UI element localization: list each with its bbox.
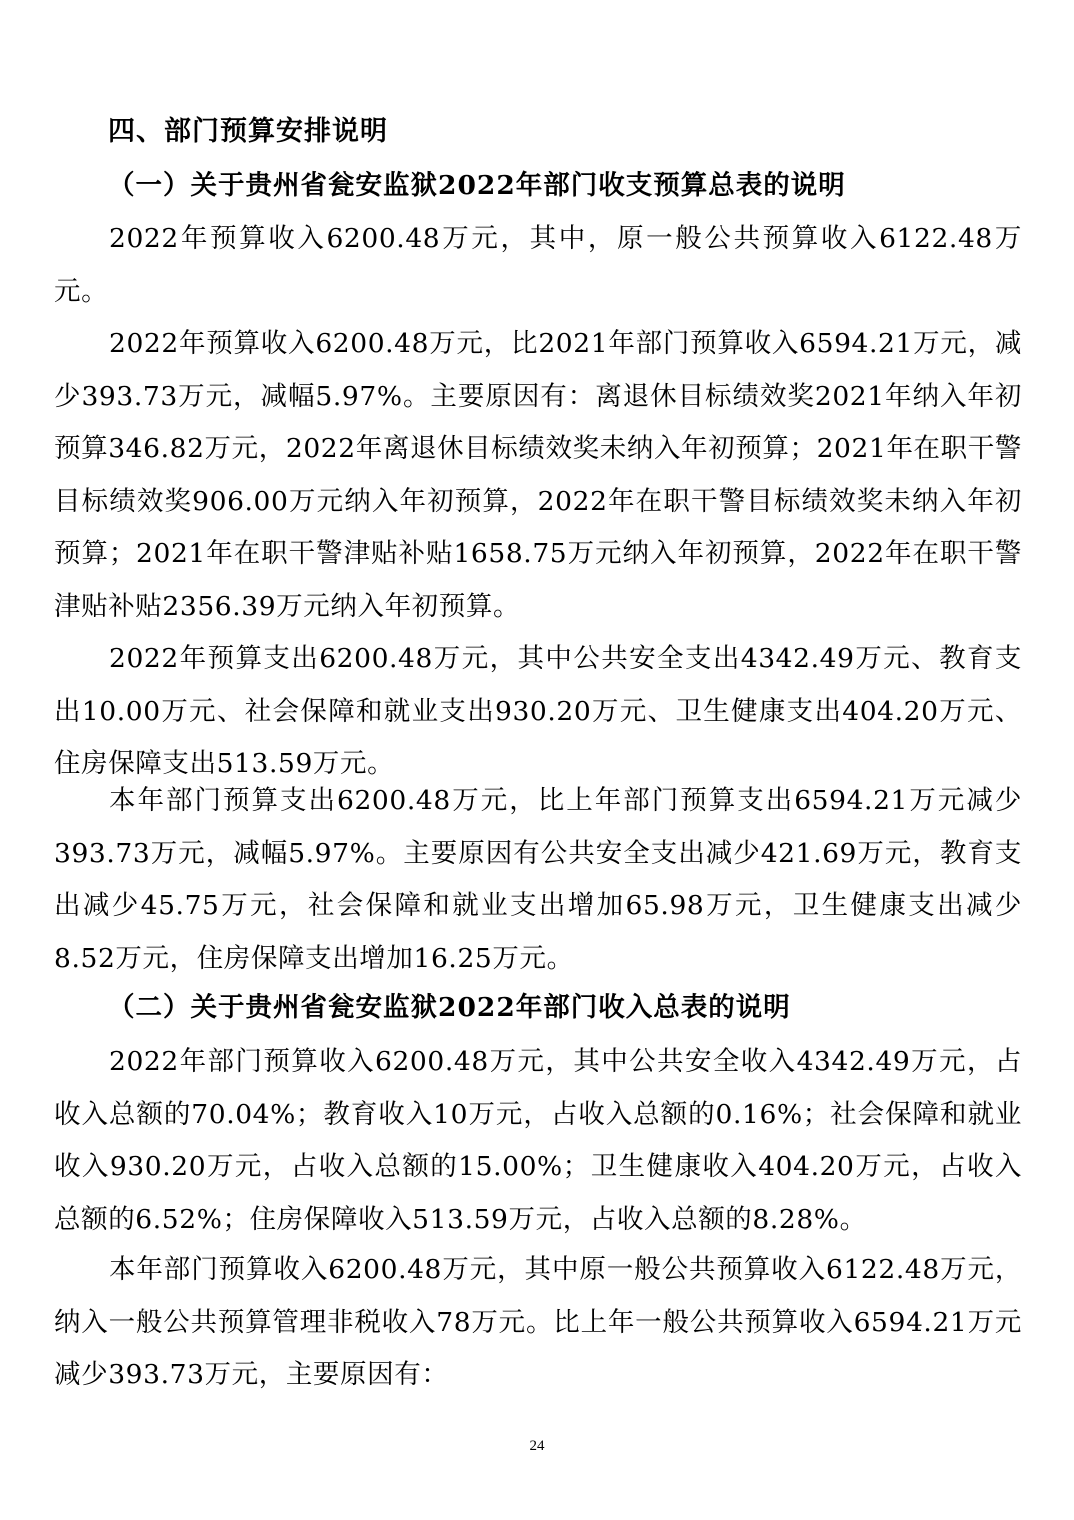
subsection-title-revenue-table: （二）关于贵州省瓮安监狱2022年部门收入总表的说明 bbox=[108, 992, 791, 1023]
section-title: 四、部门预算安排说明 bbox=[108, 116, 388, 147]
subsection-title-summary-table: （一）关于贵州省瓮安监狱2022年部门收支预算总表的说明 bbox=[108, 170, 846, 201]
page-number: 24 bbox=[529, 1438, 545, 1454]
paragraph-revenue-sources: 本年部门预算收入6200.48万元，其中原一般公共预算收入6122.48万元，纳入一般公共预算管理非税收入78万元。比上年一般公共预算收入6594.21万元减少393.73万元，主要原因有： bbox=[54, 1254, 1022, 1390]
paragraph-revenue-composition: 2022年部门预算收入6200.48万元，其中公共安全收入4342.49万元，占收入总额的70.04%；教育收入10万元，占收入总额的0.16%；社会保障和就业收入930.20万元，占收入总额的15.00%；卫生健康收入404.20万元，占收入总额的6.52%；住房保障收入513.59万元，占收入总额的8.28%。 bbox=[54, 1046, 1022, 1235]
paragraph-expenditure-comparison: 本年部门预算支出6200.48万元，比上年部门预算支出6594.21万元减少393.73万元，减幅5.97%。主要原因有公共安全支出减少421.69万元，教育支出减少45.75万元，社会保障和就业支出增加65.98万元，卫生健康支出减少8.52万元，住房保障支出增加16.25万元。 bbox=[54, 785, 1022, 974]
paragraph-revenue-comparison: 2022年预算收入6200.48万元，比2021年部门预算收入6594.21万元，减少393.73万元，减幅5.97%。主要原因有：离退休目标绩效奖2021年纳入年初预算346.82万元，2022年离退休目标绩效奖未纳入年初预算；2021年在职干警目标绩效奖906.00万元纳入年初预算，2022年在职干警目标绩效奖未纳入年初预算；2021年在职干警津贴补贴1658.75万元纳入年初预算，2022年在职干警津贴补贴2356.39万元纳入年初预算。 bbox=[54, 328, 1022, 622]
paragraph-revenue-overview: 2022年预算收入6200.48万元，其中，原一般公共预算收入6122.48万元。 bbox=[54, 223, 1022, 307]
paragraph-expenditure-overview: 2022年预算支出6200.48万元，其中公共安全支出4342.49万元、教育支出10.00万元、社会保障和就业支出930.20万元、卫生健康支出404.20万元、住房保障支出513.59万元。 bbox=[54, 643, 1022, 779]
